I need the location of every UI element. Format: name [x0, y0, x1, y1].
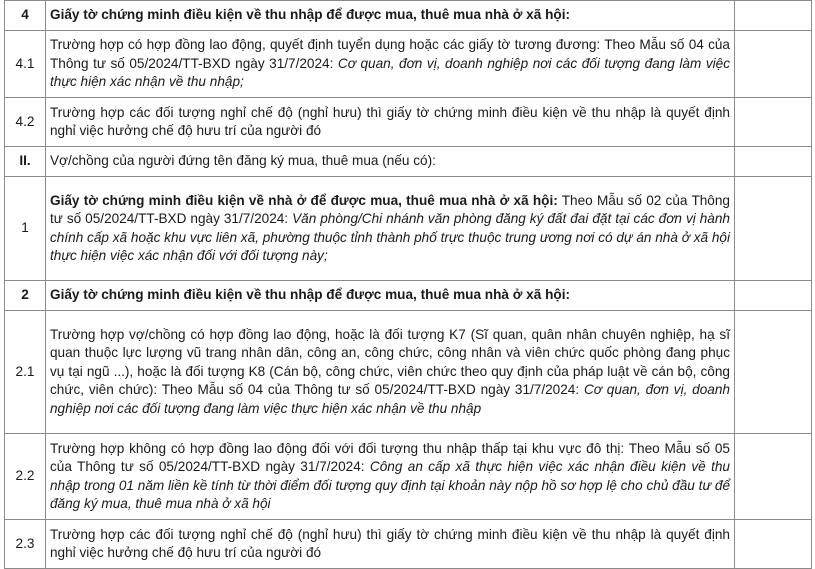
row-number: II.: [5, 147, 46, 177]
row-content: [46, 31, 735, 98]
empty-cell: [735, 434, 812, 520]
row-heading: Giấy tờ chứng minh điều kiện về thu nhập để được mua, thuê mua nhà ở xã hội:: [50, 7, 570, 23]
row-text: Trường hợp không có hợp đồng lao động đối với đối tượng thu nhập thấp tại khu vực đô thị: Theo Mẫu số 05 của Thông tư số 05/2024/TT-BXD ngày 31/7/2024:: [50, 440, 730, 474]
row-number: 2.3: [5, 520, 46, 569]
row-italic-text: Công an cấp xã thực hiện việc xác nhận điều kiện về thu nhập trong 01 năm liền kề tính từ thời điểm đối tượng quy định tại khoản này nộp hồ sơ hợp lệ cho chủ đầu tư để đăng ký mua, thuê mua nhà ở xã hội: [50, 459, 730, 511]
row-content: [46, 147, 735, 177]
table-row: [5, 1, 812, 31]
row-number: 4.1: [5, 31, 46, 98]
row-italic-text: Văn phòng/Chi nhánh văn phòng đăng ký đất đai đặt tại các đơn vị hành chính cấp xã hoặc khu vực liên xã, phường thuộc tỉnh thành phố trực thuộc trung ương nơi có dự án nhà ở xã hội thực hiện việc xác nhận đối với đối tượng này;: [50, 211, 730, 263]
table-row: [5, 98, 812, 147]
row-text: Trường hợp các đối tượng nghỉ chế độ (nghỉ hưu) thì giấy tờ chứng minh điều kiện về thu nhập là quyết định nghỉ việc hưởng chế độ hưu trí của người đó: [50, 104, 730, 138]
empty-cell: [735, 281, 812, 311]
empty-cell: [735, 1, 812, 31]
table-row: [5, 434, 812, 520]
row-content: [46, 520, 735, 569]
requirements-table: [4, 0, 812, 569]
row-content: [46, 311, 735, 434]
row-heading: Giấy tờ chứng minh điều kiện về thu nhập để được mua, thuê mua nhà ở xã hội:: [50, 287, 570, 303]
row-number: 2: [5, 281, 46, 311]
row-number: 4.2: [5, 98, 46, 147]
empty-cell: [735, 520, 812, 569]
table-row: [5, 31, 812, 98]
empty-cell: [735, 177, 812, 281]
table-row: [5, 311, 812, 434]
row-content: [46, 98, 735, 147]
empty-cell: [735, 311, 812, 434]
row-number: 1: [5, 177, 46, 281]
row-text: Trường hợp có hợp đồng lao động, quyết định tuyển dụng hoặc các giấy tờ tương đương: Theo Mẫu số 04 của Thông tư số 05/2024/TT-BXD ngày 31/7/2024:: [50, 37, 730, 71]
row-italic-text: Cơ quan, đơn vị, doanh nghiệp nơi các đối tượng đang làm việc thực hiện xác nhận về thu nhập;: [50, 55, 730, 90]
row-content: [46, 434, 735, 520]
row-content: [46, 1, 735, 31]
table-row: [5, 281, 812, 311]
row-text: Trường hợp các đối tượng nghỉ chế độ (nghỉ hưu) thì giấy tờ chứng minh điều kiện về thu nhập là quyết định nghỉ việc hưởng chế độ hưu trí của người đó: [50, 526, 730, 560]
row-content: [46, 177, 735, 281]
empty-cell: [735, 98, 812, 147]
row-text: Vợ/chồng của người đứng tên đăng ký mua, thuê mua (nếu có):: [50, 153, 436, 169]
empty-cell: [735, 31, 812, 98]
row-number: 2.2: [5, 434, 46, 520]
table-row: [5, 147, 812, 177]
row-number: 4: [5, 1, 46, 31]
row-text: Theo Mẫu số 02 của Thông tư số 05/2024/TT-BXD ngày 31/7/2024:: [50, 192, 730, 226]
row-heading: Giấy tờ chứng minh điều kiện về nhà ở để được mua, thuê mua nhà ở xã hội:: [50, 192, 558, 208]
table-row: [5, 520, 812, 569]
row-content: [46, 281, 735, 311]
row-text: Trường hợp vợ/chồng có hợp đồng lao động, hoặc là đối tượng K7 (Sĩ quan, quân nhân chuyên nghiệp, hạ sĩ quan thuộc lực lượng vũ trang nhân dân, công an, công chức, công nhân và viên chức quốc phòng đang phục vụ tại ngũ ...), hoặc là đối tượng K8 (Cán bộ, công chức, viên chức theo quy định của pháp luật về cán bộ, công chức, viên chức): Theo Mẫu số 04 của Thông tư số 05/2024/TT-BXD ngày 31/7/2024:: [50, 326, 730, 398]
row-italic-text: Cơ quan, đơn vị, doanh nghiệp nơi các đối tượng đang làm việc thực hiện xác nhận về thu nhập: [50, 382, 730, 416]
row-number: 2.1: [5, 311, 46, 434]
empty-cell: [735, 147, 812, 177]
table-row: [5, 177, 812, 281]
